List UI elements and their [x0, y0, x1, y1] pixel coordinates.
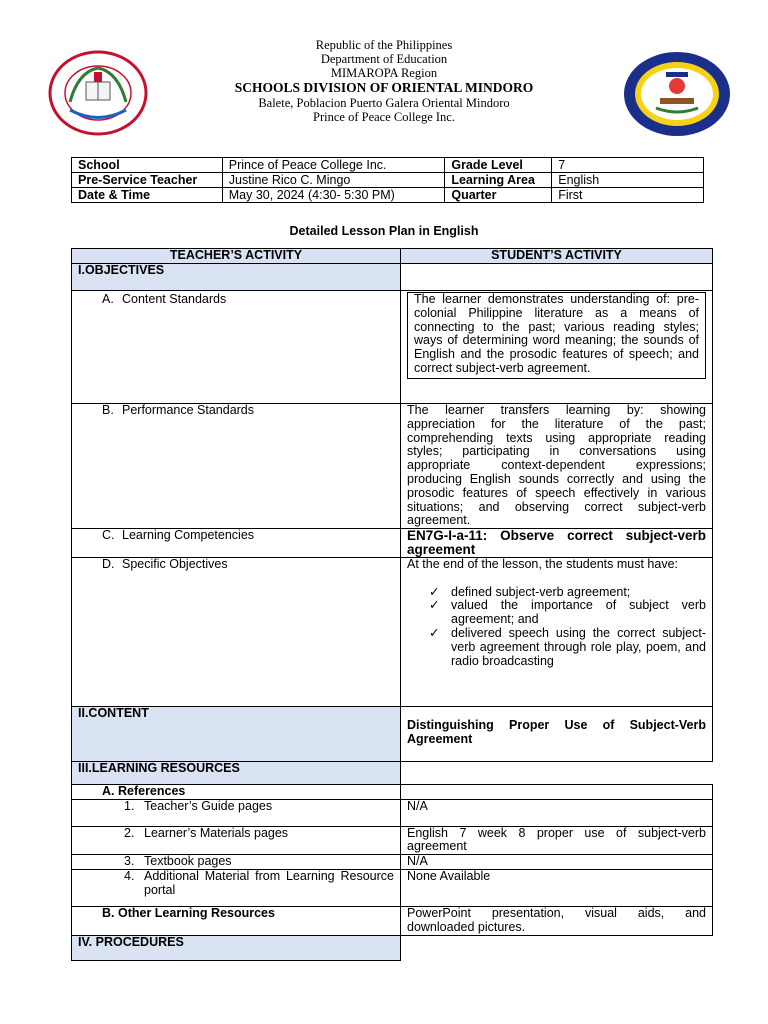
checkmark-icon: ✓	[429, 584, 440, 599]
prince-of-peace-college-seal	[48, 50, 148, 136]
item-letter: A.	[102, 292, 114, 306]
item-number: 1.	[124, 798, 135, 813]
empty-cell	[401, 935, 713, 960]
learning-competencies-label	[72, 529, 401, 558]
resource-label	[72, 826, 401, 855]
performance-standards-row	[72, 404, 713, 529]
info-row-school	[72, 158, 704, 173]
performance-standards-label	[72, 404, 401, 529]
resource-row-1	[72, 799, 713, 826]
item-letter: C.	[102, 528, 115, 543]
info-label: School	[72, 158, 223, 173]
letterhead-department: Department of Education	[320, 52, 448, 66]
item-number: 4.	[124, 868, 135, 883]
content-standards-label	[72, 291, 401, 404]
item-letter: B.	[102, 403, 114, 417]
resource-value: English 7 week 8 proper use of subject-verb agreement	[401, 826, 713, 855]
list-item-text: valued the importance of subject verb agreement; and	[451, 598, 706, 627]
item-label: Content Standards	[122, 292, 227, 306]
info-label: Date & Time	[72, 188, 223, 203]
item-label: Learning Competencies	[122, 528, 255, 543]
resource-label-wrap	[124, 870, 394, 898]
plan-title: Detailed Lesson Plan in English	[289, 224, 479, 238]
letterhead-division: SCHOOLS DIVISION OF ORIENTAL MINDORO	[234, 80, 534, 95]
content-standards-cell	[401, 291, 713, 404]
list-item	[429, 586, 706, 600]
resource-label	[72, 799, 401, 826]
empty-cell	[401, 761, 713, 784]
content-row	[72, 706, 713, 761]
resource-row-2	[72, 826, 713, 855]
column-header-row	[72, 249, 713, 264]
student-activity-header: STUDENT’S ACTIVITY	[401, 249, 713, 264]
item-label: Teacher’s Guide pages	[144, 798, 273, 813]
empty-cell	[401, 784, 713, 799]
letterhead-school: Prince of Peace College Inc.	[313, 110, 455, 124]
info-label: Grade Level	[445, 158, 552, 173]
resource-value: None Available	[401, 869, 713, 906]
item-letter: D.	[102, 556, 115, 571]
resource-row-4	[72, 869, 713, 906]
references-row	[72, 784, 713, 799]
section-content: II.CONTENT	[72, 706, 401, 761]
resource-label	[72, 855, 401, 870]
lesson-info-table	[71, 157, 704, 203]
list-item-text: defined subject-verb agreement;	[451, 584, 631, 599]
empty-cell	[401, 264, 713, 291]
list-item	[429, 599, 706, 627]
info-label: Quarter	[445, 188, 552, 203]
info-row-date	[72, 188, 704, 203]
letterhead-republic: Republic of the Philippines	[315, 38, 453, 52]
info-value: First	[552, 188, 704, 203]
specific-objectives-cell	[401, 557, 713, 706]
item-number: 2.	[124, 825, 135, 840]
performance-standards-text: The learner transfers learning by: showing appreciation for the literature of the past; comprehending texts using appropriate reading styles; participating in conversations using appropriate context-dependent expressions; producing English sounds correctly and using the prosodic features of speech effectively in various situations; and observing correct subject-verb agreement.	[401, 404, 713, 529]
specific-objectives-label	[72, 557, 401, 706]
info-value: May 30, 2024 (4:30- 5:30 PM)	[222, 188, 445, 203]
info-value: 7	[552, 158, 704, 173]
deped-oriental-mindoro-seal	[622, 50, 732, 138]
section-objectives: I.OBJECTIVES	[72, 264, 401, 291]
letterhead-region: MIMAROPA Region	[330, 66, 438, 80]
letterhead-address: Balete, Poblacion Puerto Galera Oriental Mindoro	[258, 96, 510, 110]
info-row-teacher	[72, 173, 704, 188]
info-value: Prince of Peace College Inc.	[222, 158, 445, 173]
lesson-plan-table	[71, 248, 713, 961]
other-resources-label: B. Other Learning Resources	[72, 906, 401, 935]
checkmark-icon: ✓	[429, 598, 440, 613]
info-label: Learning Area	[445, 173, 552, 188]
letterhead	[180, 38, 588, 124]
other-resources-row	[72, 906, 713, 935]
section-procedures: IV. PROCEDURES	[72, 935, 401, 960]
resource-value: N/A	[401, 855, 713, 870]
resource-label	[72, 869, 401, 906]
item-label: Learner’s Materials pages	[144, 825, 289, 840]
resource-value: N/A	[401, 799, 713, 826]
item-label: Specific Objectives	[122, 556, 228, 571]
item-label: Additional Material from Learning Resource portal	[144, 868, 394, 897]
objectives-row	[72, 264, 713, 291]
list-item-text: delivered speech using the correct subject-verb agreement through role play, poem, and radio broadcasting	[451, 625, 706, 668]
procedures-row	[72, 935, 713, 960]
info-value: English	[552, 173, 704, 188]
content-standards-row	[72, 291, 713, 404]
info-value: Justine Rico C. Mingo	[222, 173, 445, 188]
item-label: Performance Standards	[122, 403, 255, 417]
item-label: Textbook pages	[144, 854, 232, 869]
content-standards-text: The learner demonstrates understanding of: pre-colonial Philippine literature as a means of connecting to the past; various reading styles; ways of determining word meaning; the sounds of English and the prosodic features of speech; and correct subject-verb agreement.	[407, 292, 706, 379]
specific-objectives-row	[72, 557, 713, 706]
content-text: Distinguishing Proper Use of Subject-Verb Agreement	[401, 706, 713, 761]
info-label: Pre-Service Teacher	[72, 173, 223, 188]
learning-competencies-text: EN7G-I-a-11: Observe correct subject-verb agreement	[401, 529, 713, 558]
teacher-activity-header: TEACHER’S ACTIVITY	[72, 249, 401, 264]
list-item	[429, 627, 706, 668]
learning-competencies-row	[72, 529, 713, 558]
other-resources-value: PowerPoint presentation, visual aids, and downloaded pictures.	[401, 906, 713, 935]
references-label: A. References	[72, 784, 401, 799]
specific-objectives-list	[407, 586, 706, 669]
checkmark-icon: ✓	[429, 625, 440, 640]
resource-row-3	[72, 855, 713, 870]
section-learning-resources: III.LEARNING RESOURCES	[72, 761, 401, 784]
resources-row	[72, 761, 713, 784]
specific-objectives-intro: At the end of the lesson, the students must have:	[407, 556, 679, 571]
item-number: 3.	[124, 854, 135, 869]
